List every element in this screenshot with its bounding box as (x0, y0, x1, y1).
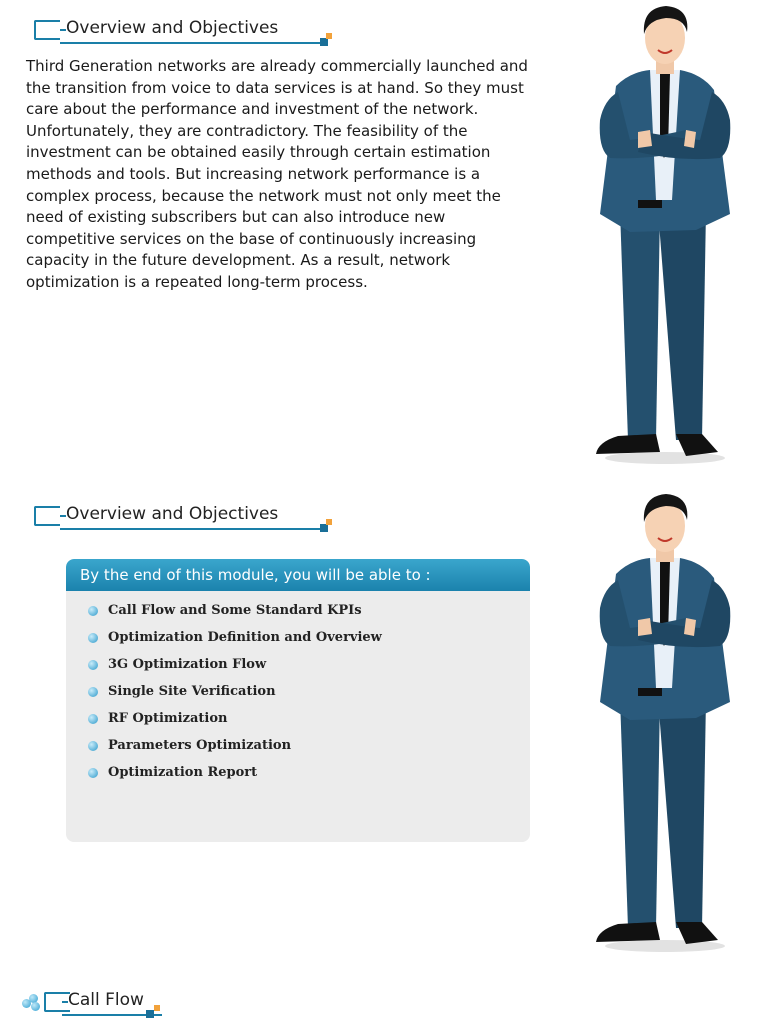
overview-paragraph: Third Generation networks are already commercially launched and the transition from voice to data services is at hand. So they must care about the performance and investment of the network. Unfortunately, they are contradictory. The feasibility of the investment can be obtained easily through certain estimation methods and tools. But increasing network performance is a complex process, because the network must not only meet the need of existing subscribers but can also introduce new competitive services on the base of continuously increasing capacity in the future development. As a result, network optimization is a repeated long-term process. (26, 57, 528, 291)
sphere-cluster-icon (22, 994, 44, 1012)
list-item: Single Site Verification (86, 682, 530, 709)
square-accent-icon (326, 519, 332, 525)
list-item: 3G Optimization Flow (86, 655, 530, 682)
sphere-bullet-icon (88, 687, 98, 697)
objectives-panel (66, 559, 530, 842)
businessman-illustration (590, 0, 740, 470)
square-accent-icon (320, 524, 328, 532)
section-heading-overview (34, 16, 334, 50)
objectives-panel-title: By the end of this module, you will be able to : (66, 559, 530, 591)
sphere-bullet-icon (88, 606, 98, 616)
list-item: Call Flow and Some Standard KPIs (86, 601, 530, 628)
list-item: RF Optimization (86, 709, 530, 736)
sphere-bullet-icon (88, 660, 98, 670)
square-accent-icon (320, 38, 328, 46)
list-item: Optimization Definition and Overview (86, 628, 530, 655)
section-heading-objectives (34, 502, 334, 536)
square-accent-icon (154, 1005, 160, 1011)
businessman-illustration (590, 488, 740, 958)
section-heading-callflow (22, 988, 322, 1022)
square-accent-icon (146, 1010, 154, 1018)
objectives-list (66, 591, 530, 790)
sphere-bullet-icon (88, 633, 98, 643)
list-item: Optimization Report (86, 763, 530, 790)
section-title: Overview and Objectives (66, 18, 279, 38)
square-accent-icon (326, 33, 332, 39)
section-title: Overview and Objectives (66, 504, 279, 524)
bracket-icon (34, 20, 60, 40)
sphere-bullet-icon (88, 714, 98, 724)
sphere-bullet-icon (88, 741, 98, 751)
section-title: Call Flow (68, 990, 144, 1010)
list-item: Parameters Optimization (86, 736, 530, 763)
sphere-bullet-icon (88, 768, 98, 778)
bracket-icon (34, 506, 60, 526)
